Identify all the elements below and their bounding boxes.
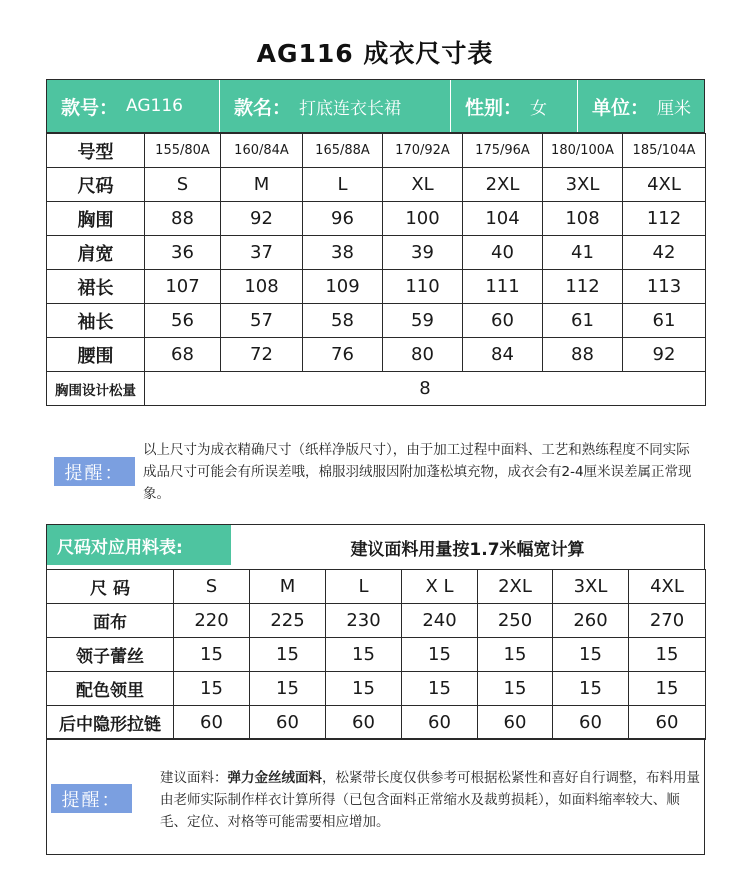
table-cell: 59: [383, 304, 463, 338]
table-cell: 100: [383, 202, 463, 236]
table-row: [47, 570, 706, 604]
table-cell: 15: [402, 672, 478, 706]
table-cell: 225: [250, 604, 326, 638]
advice-prefix: 建议面料：: [160, 770, 228, 786]
table-cell: 108: [221, 270, 303, 304]
table-cell: 112: [543, 270, 623, 304]
style-name-value: 打底连衣长裙: [299, 98, 402, 119]
table-cell: 41: [543, 236, 623, 270]
row-label: 裙长: [47, 270, 145, 304]
table-cell: 60: [250, 706, 326, 740]
table-cell: 56: [145, 304, 221, 338]
table-cell: 84: [463, 338, 543, 372]
table-cell: 2XL: [478, 570, 553, 604]
row-label: 后中隐形拉链: [47, 706, 174, 740]
row-label: 胸围: [47, 202, 145, 236]
table-cell: L: [326, 570, 402, 604]
table-cell: 155/80A: [145, 134, 221, 168]
reminder-tag: 提醒：: [54, 457, 135, 486]
table-row: [47, 672, 706, 706]
page-title: AG116 成衣尺寸表: [256, 39, 494, 68]
table-cell: 165/88A: [303, 134, 383, 168]
table-cell: 170/92A: [383, 134, 463, 168]
fabric-usage-chart: [46, 524, 705, 740]
table-cell: 15: [478, 638, 553, 672]
reminder-text: 以上尺寸为成衣精确尺寸（纸样净版尺寸），由于加工过程中面料、工艺和熟练程度不同实际成品尺寸可能会有所误差哦，棉服羽绒服因附加蓬松填充物，成衣会有2-4厘米误差属正常现象。: [143, 442, 692, 502]
unit-value: 厘米: [657, 98, 692, 119]
size-chart: [46, 79, 705, 406]
table-row: [47, 304, 706, 338]
table-cell: 3XL: [543, 168, 623, 202]
table-cell: S: [174, 570, 250, 604]
table-cell: 15: [174, 638, 250, 672]
unit-cell: [578, 80, 704, 132]
table-cell: M: [221, 168, 303, 202]
row-label: 尺 码: [47, 570, 174, 604]
table-cell: 57: [221, 304, 303, 338]
table-cell: 15: [478, 672, 553, 706]
table-row: [47, 236, 706, 270]
table-cell: 96: [303, 202, 383, 236]
table-cell: 250: [478, 604, 553, 638]
reminder-box-1: [46, 429, 705, 514]
reminder-box-2: [46, 738, 705, 855]
table-cell: 92: [623, 338, 706, 372]
fabric-tab-label: 尺码对应用料表:: [47, 525, 231, 565]
table-cell: 15: [250, 638, 326, 672]
gender-cell: [451, 80, 578, 132]
fabric-advice-text: [160, 767, 700, 833]
table-row: [47, 134, 706, 168]
table-cell: 15: [553, 672, 629, 706]
table-cell: 15: [402, 638, 478, 672]
table-cell: 160/84A: [221, 134, 303, 168]
table-cell: 92: [221, 202, 303, 236]
table-cell: 2XL: [463, 168, 543, 202]
gender-label: 性别：: [465, 96, 523, 119]
table-cell: 60: [326, 706, 402, 740]
ease-value: 8: [145, 372, 706, 406]
table-cell: 185/104A: [623, 134, 706, 168]
table-cell: 60: [174, 706, 250, 740]
table-cell: 109: [303, 270, 383, 304]
table-row: [47, 270, 706, 304]
style-no-cell: [47, 80, 220, 132]
table-cell: 38: [303, 236, 383, 270]
table-cell: X L: [402, 570, 478, 604]
ease-label: 胸围设计松量: [47, 372, 145, 406]
table-cell: 58: [303, 304, 383, 338]
table-cell: L: [303, 168, 383, 202]
table-cell: 112: [623, 202, 706, 236]
table-cell: 4XL: [623, 168, 706, 202]
fabric-table: [46, 569, 706, 740]
table-cell: 36: [145, 236, 221, 270]
size-table: [46, 133, 706, 406]
table-cell: 15: [629, 672, 706, 706]
row-label: 领子蕾丝: [47, 638, 174, 672]
style-name-cell: [220, 80, 451, 132]
table-row: [47, 338, 706, 372]
table-cell: 60: [553, 706, 629, 740]
table-cell: 39: [383, 236, 463, 270]
table-cell: 4XL: [629, 570, 706, 604]
table-cell: 230: [326, 604, 402, 638]
table-cell: 61: [623, 304, 706, 338]
table-cell: XL: [383, 168, 463, 202]
table-cell: 104: [463, 202, 543, 236]
table-cell: 15: [174, 672, 250, 706]
table-cell: 68: [145, 338, 221, 372]
table-cell: 60: [629, 706, 706, 740]
table-cell: 37: [221, 236, 303, 270]
row-label: 袖长: [47, 304, 145, 338]
table-cell: 76: [303, 338, 383, 372]
table-cell: 220: [174, 604, 250, 638]
table-cell: 60: [402, 706, 478, 740]
info-header: [46, 79, 705, 133]
advice-rest: ，松紧带长度仅供参考可根据松紧性和喜好自行调整，布料用量由老师实际制作样衣计算所得（已包含面料正常缩水及裁剪损耗），如面料缩率较大、顺毛、定位、对格等可能需要相应增加。: [160, 770, 700, 830]
advice-fabric: 弹力金丝绒面料: [227, 770, 322, 786]
table-cell: 61: [543, 304, 623, 338]
table-cell: 240: [402, 604, 478, 638]
table-cell: 270: [629, 604, 706, 638]
table-cell: 40: [463, 236, 543, 270]
table-cell: 88: [145, 202, 221, 236]
reminder-tag: 提醒：: [51, 784, 132, 813]
fabric-calc-note: 建议面料用量按1.7米幅宽计算: [350, 539, 585, 560]
table-row: [47, 168, 706, 202]
table-cell: 107: [145, 270, 221, 304]
table-row: [47, 202, 706, 236]
fabric-header: [46, 524, 705, 569]
row-label: 腰围: [47, 338, 145, 372]
table-row: [47, 638, 706, 672]
row-label: 肩宽: [47, 236, 145, 270]
table-cell: 60: [478, 706, 553, 740]
table-cell: 60: [463, 304, 543, 338]
table-cell: 260: [553, 604, 629, 638]
row-label: 号型: [47, 134, 145, 168]
table-cell: 15: [629, 638, 706, 672]
table-cell: 110: [383, 270, 463, 304]
table-cell: 15: [553, 638, 629, 672]
table-cell: 15: [326, 672, 402, 706]
row-label: 面布: [47, 604, 174, 638]
table-cell: 80: [383, 338, 463, 372]
table-cell: 42: [623, 236, 706, 270]
table-cell: S: [145, 168, 221, 202]
table-cell: 3XL: [553, 570, 629, 604]
row-label: 尺码: [47, 168, 145, 202]
table-cell: 72: [221, 338, 303, 372]
unit-label: 单位：: [592, 96, 650, 119]
table-cell: 88: [543, 338, 623, 372]
table-cell: 108: [543, 202, 623, 236]
style-name-label: 款名：: [234, 96, 292, 119]
table-cell: 113: [623, 270, 706, 304]
table-cell: M: [250, 570, 326, 604]
table-row: [47, 706, 706, 740]
gender-value: 女: [530, 98, 548, 119]
row-label: 配色领里: [47, 672, 174, 706]
table-cell: 175/96A: [463, 134, 543, 168]
table-row: [47, 604, 706, 638]
style-no-label: 款号：: [61, 96, 119, 119]
table-cell: 180/100A: [543, 134, 623, 168]
table-cell: 15: [250, 672, 326, 706]
table-cell: 15: [326, 638, 402, 672]
style-no-value: AG116: [126, 96, 183, 116]
table-cell: 111: [463, 270, 543, 304]
